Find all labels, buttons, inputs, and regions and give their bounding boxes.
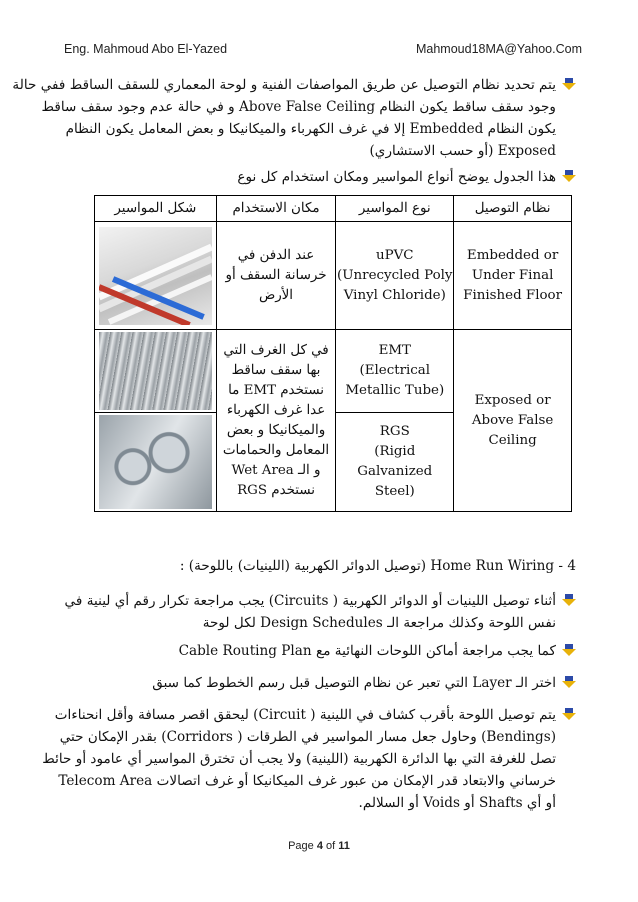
upvc-place-cell: عند الدفن في خرسانة السقف أو الأرض xyxy=(216,222,336,330)
intro-paragraph xyxy=(12,74,576,162)
header-type: نوع المواسير xyxy=(336,196,454,222)
bullet-item: يتم توصيل اللوحة بأقرب كشاف في اللينية ( Circuit) ليحقق اقصر مسافة وأقل انحناءات (Bendings) وحاول جعل مسار المواسير في الطرقات ( Corridors) بقدر الإمكان حتي تصل للغرفة التي بها الدائرة الكهربية (اللينية) ولا يجب أن تخترق المواسير أي عامود أو حائط خرساني والابتعاد قدر الإمكان من عبور غرف الميكانيكا أو غرف اتصالات Telecom Area أو أي Shafts أو Voids أو السلالم. xyxy=(56,704,576,814)
table-intro: هذا الجدول يوضح أنواع المواسير ومكان استخدام كل نوع xyxy=(56,166,576,188)
intro-line: Exposed (أو حسب الاستشاري) xyxy=(369,143,556,159)
page-footer: Page 4 of 11 xyxy=(288,840,350,852)
pipe-types-table xyxy=(94,195,572,512)
embedded-system-cell: Embedded or Under Final Finished Floor xyxy=(454,222,572,330)
bullet-item: كما يجب مراجعة أماكن اللوحات النهائية مع Cable Routing Plan xyxy=(56,640,576,662)
page-total: 11 xyxy=(338,840,350,852)
exposed-system-cell: Exposed or Above False Ceiling xyxy=(454,330,572,512)
rgs-pipes-image xyxy=(99,415,212,509)
bullet-item: اختر الـ Layer التي تعبر عن نظام التوصيل قبل رسم الخطوط كما سبق xyxy=(56,672,576,694)
emt-type-cell: EMT (Electrical Metallic Tube) xyxy=(336,330,454,413)
emt-image-cell xyxy=(95,330,217,413)
intro-line: وجود سقف ساقط يكون النظام Above False Ceiling و في حالة عدم وجود سقف ساقط xyxy=(41,99,556,115)
page-header xyxy=(64,42,582,56)
bullet-arrow-icon xyxy=(562,708,576,720)
upvc-pipes-image xyxy=(99,227,212,325)
bullet-arrow-icon xyxy=(562,170,576,182)
table-row xyxy=(95,330,572,413)
rgs-image-cell xyxy=(95,413,217,512)
upvc-type-cell: uPVC (Unrecycled Poly Vinyl Chloride) xyxy=(336,222,454,330)
exposed-place-cell: في كل الغرف التي بها سقف ساقط نستخدم EMT ما عدا غرف الكهرباء والميكانيكا و بعض المعامل والحمامات و الـ Wet Area نستخدم RGS xyxy=(216,330,336,512)
header-system: نظام التوصيل xyxy=(454,196,572,222)
table-row xyxy=(95,222,572,330)
section-4-title: Home Run Wiring - 4 (توصيل الدوائر الكهربية (اللينيات) باللوحة) : xyxy=(179,558,576,574)
header-place: مكان الاستخدام xyxy=(216,196,336,222)
rgs-type-cell: RGS (Rigid Galvanized Steel) xyxy=(336,413,454,512)
author-name: Eng. Mahmoud Abo El-Yazed xyxy=(64,42,228,56)
page-number: 4 xyxy=(316,840,323,852)
author-email: Mahmoud18MA@Yahoo.Com xyxy=(415,42,582,56)
bullet-arrow-icon xyxy=(562,594,576,606)
upvc-image-cell xyxy=(95,222,217,330)
bullet-arrow-icon xyxy=(562,644,576,656)
intro-line: يكون النظام Embedded إلا في غرف الكهرباء والميكانيكا و بعض المعامل يكون النظام xyxy=(65,121,556,137)
bullet-item: أثناء توصيل اللينيات أو الدوائر الكهربية ( Circuits) يجب مراجعة تكرار رقم أي لينية في نفس اللوحة وكذلك مراجعة الـ Design Schedules لكل لوحة xyxy=(56,590,576,634)
bullet-arrow-icon xyxy=(562,78,576,90)
table-header-row xyxy=(95,196,572,222)
bullet-arrow-icon xyxy=(562,676,576,688)
header-shape: شكل المواسير xyxy=(95,196,217,222)
emt-pipes-image xyxy=(99,332,212,410)
intro-line: يتم تحديد نظام التوصيل عن طريق المواصفات الفنية و لوحة المعماري للسقف الساقط ففي حالة xyxy=(56,74,576,96)
